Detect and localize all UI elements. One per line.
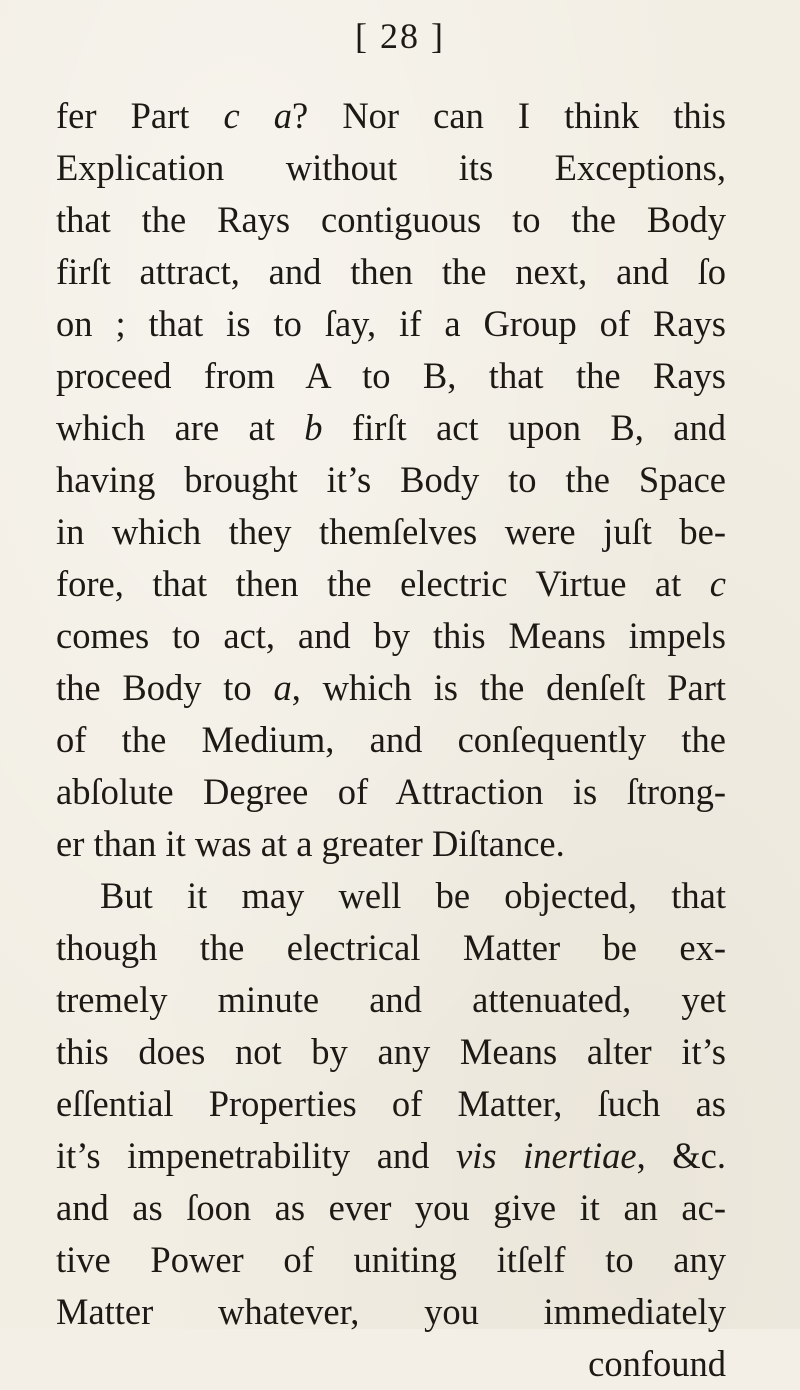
text-line: which are at b firſt act upon B, and [56, 407, 726, 448]
text-line: firſt attract, and then the next, and ſo [56, 251, 726, 292]
text-line: and as ſoon as ever you give it an ac- [56, 1187, 726, 1228]
text-line: tremely minute and attenuated, yet [56, 979, 726, 1020]
text-line: that the Rays contiguous to the Body [56, 199, 726, 240]
text-line: Matter whatever, you immediately [56, 1291, 726, 1332]
text-line: abſolute Degree of Attraction is ſtrong- [56, 771, 726, 812]
text-line: it’s impenetrability and vis inertiae, &c. [56, 1135, 726, 1176]
text-line: tive Power of uniting itſelf to any [56, 1239, 726, 1280]
body-text [56, 90, 726, 1390]
text-line: Explication without its Exceptions, [56, 147, 726, 188]
catchword: confound [588, 1343, 726, 1384]
text-line: proceed from A to B, that the Rays [56, 355, 726, 396]
text-line: eſſential Properties of Matter, ſuch as [56, 1083, 726, 1124]
text-line: er than it was at a greater Diſtance. [56, 823, 565, 864]
text-line: comes to act, and by this Means impels [56, 615, 726, 656]
text-line: though the electrical Matter be ex- [56, 927, 726, 968]
text-line: in which they themſelves were juſt be- [56, 511, 726, 552]
text-line: fore, that then the electric Virtue at c [56, 563, 726, 604]
text-line: of the Medium, and conſequently the [56, 719, 726, 760]
text-line: having brought it’s Body to the Space [56, 459, 726, 500]
text-line: the Body to a, which is the denſeſt Part [56, 667, 726, 708]
text-line: fer Part c a? Nor can I think this [56, 95, 726, 136]
text-line: this does not by any Means alter it’s [56, 1031, 726, 1072]
text-line: But it may well be objected, that [100, 875, 726, 916]
text-line: on ; that is to ſay, if a Group of Rays [56, 303, 726, 344]
page-number: [ 28 ] [355, 16, 445, 56]
